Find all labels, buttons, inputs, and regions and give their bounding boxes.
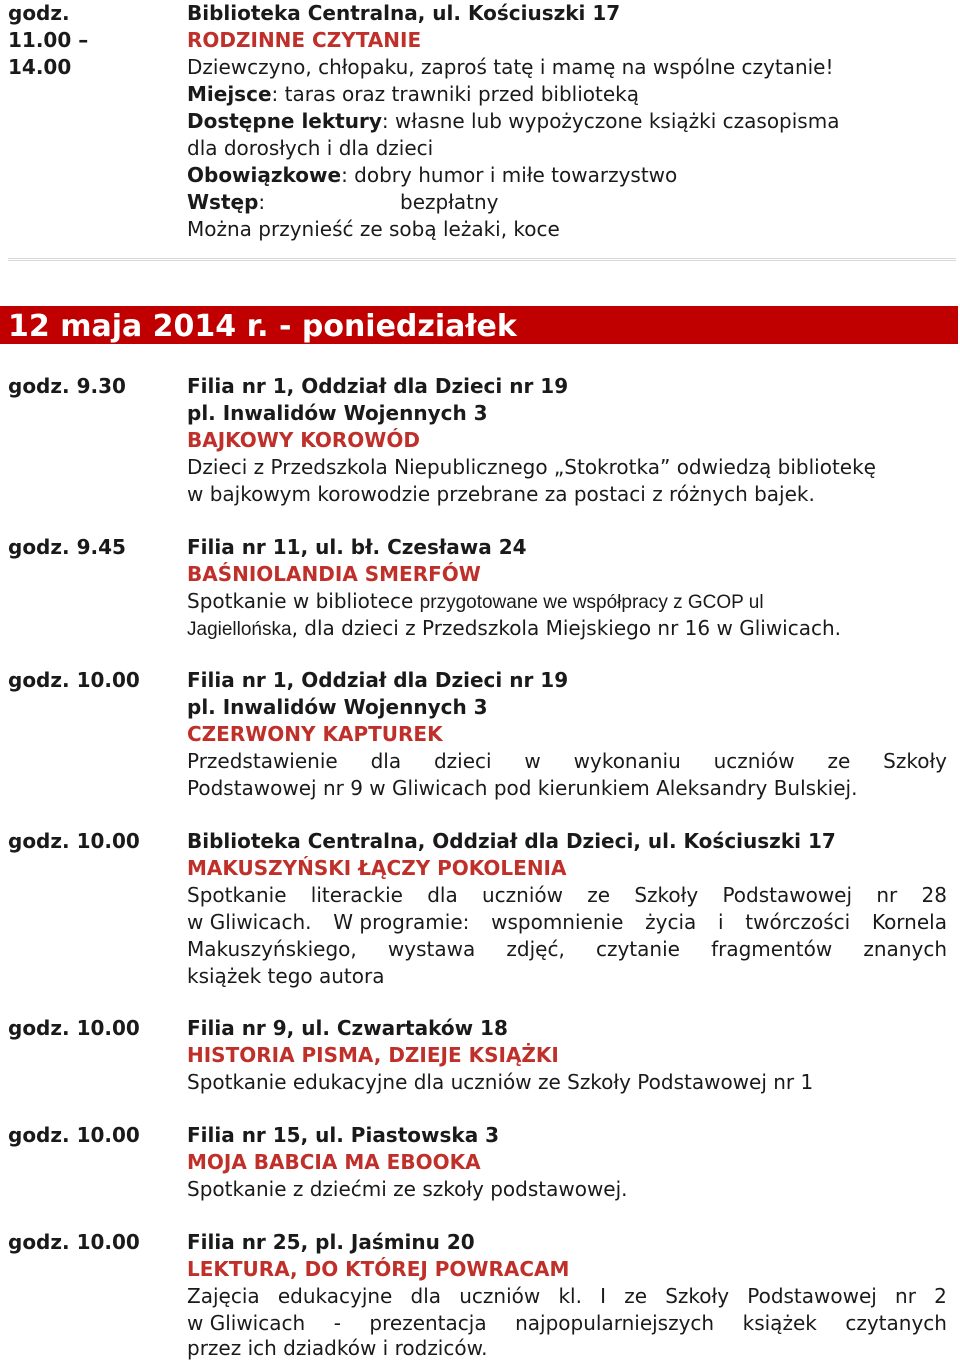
event-2-row-3 bbox=[0, 588, 960, 615]
word: Podstawowej bbox=[722, 883, 853, 907]
event-7-venue: Filia nr 25, pl. Jaśminu 20 bbox=[187, 1230, 475, 1254]
event-5-row-2 bbox=[0, 1042, 960, 1069]
top-row-9 bbox=[0, 216, 960, 243]
event-7-title: LEKTURA, DO KTÓREJ POWRACAM bbox=[187, 1257, 570, 1281]
word: Podstawowej bbox=[747, 1284, 877, 1308]
top-books-value: : własne lub wypożyczone książki czasopisma bbox=[381, 109, 840, 133]
word: twórczości bbox=[745, 910, 851, 934]
top-place-label: Miejsce bbox=[187, 82, 272, 106]
event-5-title: HISTORIA PISMA, DZIEJE KSIĄŻKI bbox=[187, 1043, 559, 1067]
top-required bbox=[187, 162, 677, 189]
word: Zajęcia bbox=[187, 1284, 260, 1308]
word: literackie bbox=[310, 883, 403, 907]
word: - bbox=[333, 1311, 341, 1335]
event-6-time: godz. 10.00 bbox=[8, 1123, 140, 1147]
word: książek bbox=[742, 1311, 817, 1335]
event-5-venue: Filia nr 9, ul. Czwartaków 18 bbox=[187, 1016, 508, 1040]
word: fragmentów bbox=[711, 937, 833, 961]
event-4-row-4 bbox=[0, 909, 960, 936]
event-5-desc1: Spotkanie edukacyjne dla uczniów ze Szkoły Podstawowej nr 1 bbox=[187, 1070, 814, 1094]
event-4-row-2 bbox=[0, 855, 960, 882]
event-2-time: godz. 9.45 bbox=[8, 535, 126, 559]
event-3-title: CZERWONY KAPTUREK bbox=[187, 722, 443, 746]
word: wystawa bbox=[387, 937, 476, 961]
event-2-desc1 bbox=[187, 588, 764, 616]
top-entry bbox=[187, 189, 265, 216]
word: prezentacja bbox=[369, 1311, 487, 1335]
event-2-desc2a: Jagiellońska bbox=[187, 619, 292, 640]
event-6-title: MOJA BABCIA MA EBOOKA bbox=[187, 1150, 481, 1174]
top-place bbox=[187, 81, 639, 108]
event-1-desc2: w bajkowym korowodzie przebrane za postaci z różnych bajek. bbox=[187, 482, 815, 506]
word: dla bbox=[410, 1284, 442, 1308]
event-1-venue2: pl. Inwalidów Wojennych 3 bbox=[187, 401, 488, 425]
top-time-line3: 14.00 bbox=[8, 55, 72, 79]
word: Spotkanie bbox=[187, 883, 287, 907]
event-6-row-2 bbox=[0, 1149, 960, 1176]
word: w bbox=[524, 749, 541, 773]
event-2-title: BAŚNIOLANDIA SMERFÓW bbox=[187, 562, 481, 586]
word: zdjęć, bbox=[506, 937, 565, 961]
event-2-row-1 bbox=[0, 534, 960, 561]
event-2-desc2b: , dla dzieci z Przedszkola Miejskiego nr 16 w Gliwicach. bbox=[291, 616, 842, 640]
event-4-row-5 bbox=[0, 936, 960, 963]
event-4-row-1 bbox=[0, 828, 960, 855]
word: życia bbox=[645, 910, 697, 934]
word: Kornela bbox=[871, 910, 947, 934]
top-bring: Można przynieść ze sobą leżaki, koce bbox=[187, 217, 560, 241]
top-entry-value: bezpłatny bbox=[400, 190, 499, 214]
event-1-row-5 bbox=[0, 481, 960, 508]
event-5-time: godz. 10.00 bbox=[8, 1016, 140, 1040]
top-required-label: Obowiązkowe bbox=[187, 163, 342, 187]
event-2-desc1b: przygotowane we współpracy z GCOP ul bbox=[419, 592, 764, 613]
event-3-row-2 bbox=[0, 694, 960, 721]
word: dla bbox=[370, 749, 402, 773]
event-3-time: godz. 10.00 bbox=[8, 668, 140, 692]
event-3-desc1 bbox=[187, 748, 947, 775]
event-4-row-6 bbox=[0, 963, 960, 990]
word: wykonaniu bbox=[573, 749, 681, 773]
word: w Gliwicach. bbox=[187, 910, 312, 934]
top-books bbox=[187, 108, 839, 135]
event-1-row-4 bbox=[0, 454, 960, 481]
word: dla bbox=[427, 883, 458, 907]
word: Przedstawienie bbox=[187, 749, 338, 773]
word: 28 bbox=[921, 883, 947, 907]
word: Szkoły bbox=[634, 883, 699, 907]
section-divider bbox=[8, 258, 956, 261]
event-7-row-2 bbox=[0, 1256, 960, 1283]
word: 2 bbox=[934, 1284, 947, 1308]
event-1-desc1: Dzieci z Przedszkola Niepublicznego „Stokrotka” odwiedzą bibliotekę bbox=[187, 455, 876, 479]
word: kl. bbox=[558, 1284, 582, 1308]
word: nr bbox=[876, 883, 898, 907]
event-3-row-3 bbox=[0, 721, 960, 748]
top-row-2 bbox=[0, 27, 960, 54]
word: dzieci bbox=[433, 749, 492, 773]
top-books-label: Dostępne lektury bbox=[187, 109, 382, 133]
event-5-row-1 bbox=[0, 1015, 960, 1042]
word: w Gliwicach bbox=[187, 1311, 306, 1335]
event-7-time: godz. 10.00 bbox=[8, 1230, 140, 1254]
word: uczniów bbox=[459, 1284, 541, 1308]
top-row-6 bbox=[0, 135, 960, 162]
word: najpopularniejszych bbox=[515, 1311, 715, 1335]
word: uczniów bbox=[482, 883, 563, 907]
event-4-row-3 bbox=[0, 882, 960, 909]
word: Makuszyńskiego, bbox=[187, 937, 357, 961]
word: ze bbox=[624, 1284, 648, 1308]
event-1-venue: Filia nr 1, Oddział dla Dzieci nr 19 bbox=[187, 374, 569, 398]
date-banner bbox=[0, 306, 958, 344]
event-1-row-2 bbox=[0, 400, 960, 427]
event-2-desc2 bbox=[187, 615, 841, 643]
word: W programie: bbox=[333, 910, 470, 934]
event-4-desc2 bbox=[187, 909, 947, 936]
event-1-title: BAJKOWY KOROWÓD bbox=[187, 428, 420, 452]
date-banner-text: 12 maja 2014 r. - poniedziałek bbox=[8, 309, 517, 344]
event-2-desc1a: Spotkanie w bibliotece bbox=[187, 589, 420, 613]
top-time-line2: 11.00 – bbox=[8, 28, 89, 52]
word: wspomnienie bbox=[491, 910, 624, 934]
top-row-5 bbox=[0, 108, 960, 135]
event-7-desc3: przez ich dziadków i rodziców. bbox=[187, 1336, 488, 1360]
word: i bbox=[718, 910, 724, 934]
word: edukacyjne bbox=[277, 1284, 393, 1308]
event-7-desc2 bbox=[187, 1310, 947, 1337]
event-4-desc3 bbox=[187, 936, 947, 963]
top-event-title: RODZINNE CZYTANIE bbox=[187, 28, 422, 52]
event-6-desc1: Spotkanie z dziećmi ze szkoły podstawowej. bbox=[187, 1177, 628, 1201]
event-5-row-3 bbox=[0, 1069, 960, 1096]
event-7-row-5 bbox=[0, 1335, 960, 1362]
top-row-7 bbox=[0, 162, 960, 189]
event-7-row-3 bbox=[0, 1283, 960, 1310]
event-4-desc4: książek tego autora bbox=[187, 964, 385, 988]
event-6-venue: Filia nr 15, ul. Piastowska 3 bbox=[187, 1123, 500, 1147]
word: ze bbox=[587, 883, 611, 907]
event-2-row-4 bbox=[0, 615, 960, 642]
word: uczniów bbox=[713, 749, 795, 773]
top-entry-colon: : bbox=[258, 190, 266, 214]
word: czytanie bbox=[595, 937, 680, 961]
top-time-line1: godz. bbox=[8, 1, 70, 25]
word: Szkoły bbox=[883, 749, 947, 773]
event-1-row-3 bbox=[0, 427, 960, 454]
event-3-desc2: Podstawowej nr 9 w Gliwicach pod kierunkiem Aleksandry Bulskiej. bbox=[187, 776, 858, 800]
event-6-row-3 bbox=[0, 1176, 960, 1203]
event-3-venue: Filia nr 1, Oddział dla Dzieci nr 19 bbox=[187, 668, 569, 692]
event-4-desc1 bbox=[187, 882, 947, 909]
event-4-venue: Biblioteka Centralna, Oddział dla Dzieci, ul. Kościuszki 17 bbox=[187, 829, 836, 853]
word: nr bbox=[895, 1284, 916, 1308]
event-4-title: MAKUSZYŃSKI ŁĄCZY POKOLENIA bbox=[187, 856, 567, 880]
top-row-1 bbox=[0, 0, 960, 27]
event-1-row-1 bbox=[0, 373, 960, 400]
top-row-8 bbox=[0, 189, 960, 216]
top-venue: Biblioteka Centralna, ul. Kościuszki 17 bbox=[187, 1, 621, 25]
top-required-value: : dobry humor i miłe towarzystwo bbox=[341, 163, 678, 187]
event-7-row-4 bbox=[0, 1310, 960, 1337]
event-1-time: godz. 9.30 bbox=[8, 374, 126, 398]
event-2-row-2 bbox=[0, 561, 960, 588]
top-row-3 bbox=[0, 54, 960, 81]
event-2-venue: Filia nr 11, ul. bł. Czesława 24 bbox=[187, 535, 527, 559]
word: Szkoły bbox=[665, 1284, 730, 1308]
top-books-value2: dla dorosłych i dla dzieci bbox=[187, 136, 434, 160]
word: ze bbox=[827, 749, 851, 773]
top-row-4 bbox=[0, 81, 960, 108]
word: I bbox=[600, 1284, 607, 1308]
event-3-row-1 bbox=[0, 667, 960, 694]
event-7-row-1 bbox=[0, 1229, 960, 1256]
event-3-venue2: pl. Inwalidów Wojennych 3 bbox=[187, 695, 488, 719]
top-place-value: : taras oraz trawniki przed biblioteką bbox=[271, 82, 639, 106]
event-3-row-5 bbox=[0, 775, 960, 802]
event-7-desc1 bbox=[187, 1283, 947, 1310]
word: znanych bbox=[863, 937, 947, 961]
event-4-time: godz. 10.00 bbox=[8, 829, 140, 853]
top-event-desc: Dziewczyno, chłopaku, zaproś tatę i mamę na wspólne czytanie! bbox=[187, 55, 834, 79]
event-6-row-1 bbox=[0, 1122, 960, 1149]
event-3-row-4 bbox=[0, 748, 960, 775]
top-entry-label: Wstęp bbox=[187, 190, 259, 214]
word: czytanych bbox=[845, 1311, 947, 1335]
